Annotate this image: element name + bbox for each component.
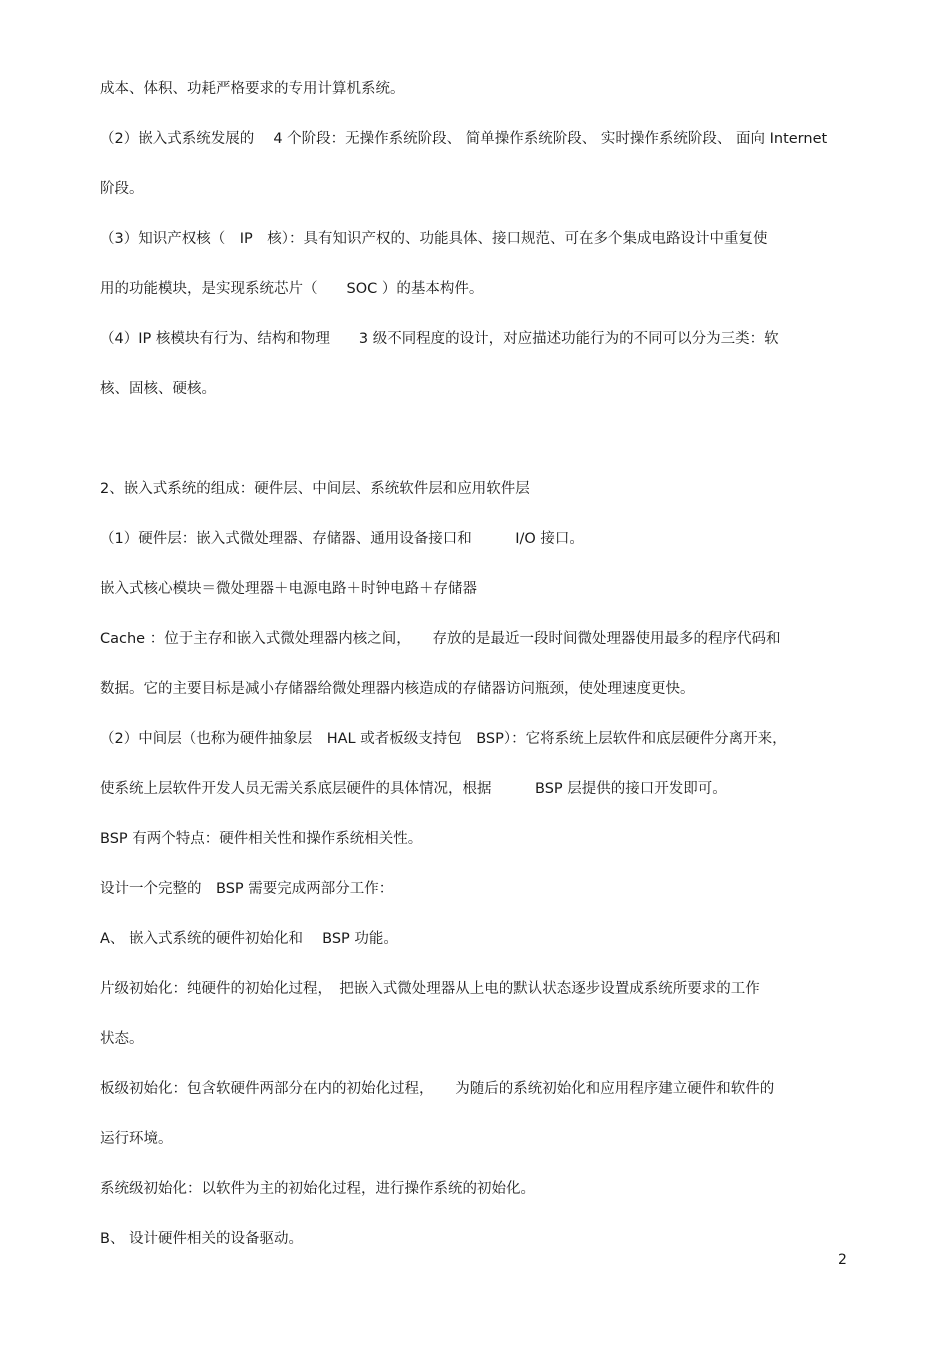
text-line: 阶段。 bbox=[100, 181, 144, 197]
text-line: 数据。它的主要目标是减小存储器给微处理器内核造成的存储器访问瓶颈，使处理速度更快。 bbox=[100, 681, 695, 697]
text-line: 使系统上层软件开发人员无需关系底层硬件的具体情况，根据 BSP 层提供的接口开发即可。 bbox=[100, 781, 727, 797]
text-line: A、 嵌入式系统的硬件初始化和 BSP 功能。 bbox=[100, 931, 398, 947]
text-line: 用的功能模块，是实现系统芯片（ SOC ）的基本构件。 bbox=[100, 281, 484, 297]
text-line: 片级初始化：纯硬件的初始化过程， 把嵌入式微处理器从上电的默认状态逐步设置成系统所要求的工作 bbox=[100, 981, 760, 997]
text-line: 状态。 bbox=[100, 1031, 144, 1047]
text-line: 板级初始化：包含软硬件两部分在内的初始化过程， 为随后的系统初始化和应用程序建立硬件和软件的 bbox=[100, 1081, 775, 1097]
text-line: （4）IP 核模块有行为、结构和物理 3 级不同程度的设计，对应描述功能行为的不同可以分为三类：软 bbox=[100, 331, 779, 347]
text-line: B、 设计硬件相关的设备驱动。 bbox=[100, 1231, 304, 1247]
text-line: （2）中间层（也称为硬件抽象层 HAL 或者板级支持包 BSP）：它将系统上层软件和底层硬件分离开来， bbox=[100, 731, 787, 747]
text-line: （3）知识产权核（ IP 核）：具有知识产权的、功能具体、接口规范、可在多个集成电路设计中重复使 bbox=[100, 231, 768, 247]
text-line: 嵌入式核心模块＝微处理器＋电源电路＋时钟电路＋存储器 bbox=[100, 581, 477, 597]
text-line: 运行环境。 bbox=[100, 1131, 173, 1147]
section-heading: 2、嵌入式系统的组成：硬件层、中间层、系统软件层和应用软件层 bbox=[100, 481, 530, 497]
text-line: Cache ：位于主存和嵌入式微处理器内核之间， 存放的是最近一段时间微处理器使用最多的程序代码和 bbox=[100, 631, 781, 647]
page-number: 2 bbox=[838, 1252, 847, 1268]
text-line: 成本、体积、功耗严格要求的专用计算机系统。 bbox=[100, 81, 405, 97]
text-line: 核、固核、硬核。 bbox=[100, 381, 216, 397]
text-line: （1）硬件层：嵌入式微处理器、存储器、通用设备接口和 I/O 接口。 bbox=[100, 531, 584, 547]
text-line: BSP 有两个特点：硬件相关性和操作系统相关性。 bbox=[100, 831, 423, 847]
text-line: （2）嵌入式系统发展的 4 个阶段：无操作系统阶段、 简单操作系统阶段、 实时操作系统阶段、 面向 Internet bbox=[100, 131, 828, 147]
text-line: 系统级初始化：以软件为主的初始化过程，进行操作系统的初始化。 bbox=[100, 1181, 535, 1197]
text-line: 设计一个完整的 BSP 需要完成两部分工作： bbox=[100, 881, 394, 897]
